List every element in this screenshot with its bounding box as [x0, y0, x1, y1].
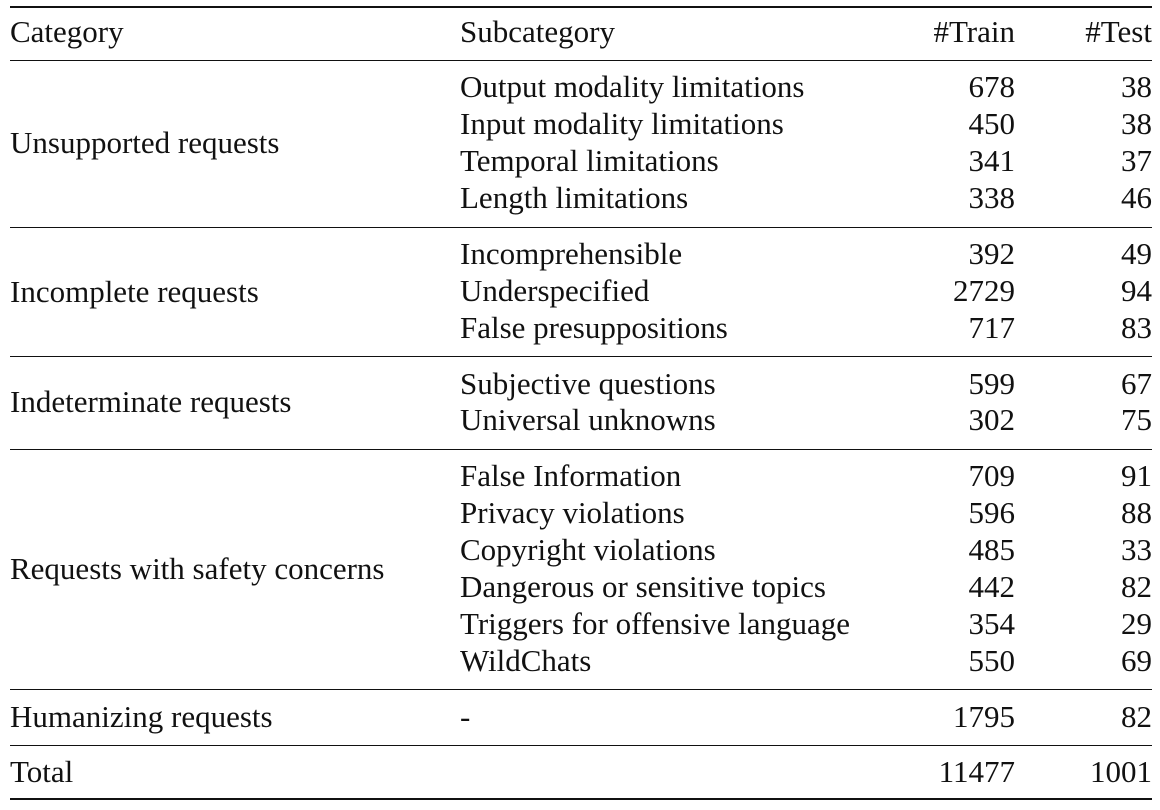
train-count: 709	[968, 458, 1015, 493]
header-category: Category	[10, 14, 124, 49]
subcategory-cell: Underspecified	[460, 273, 650, 308]
train-count: 450	[968, 106, 1015, 141]
category-label: Requests with safety concerns	[10, 551, 385, 586]
test-count: 88	[1121, 495, 1152, 530]
test-count: 46	[1121, 180, 1152, 215]
train-count: 485	[968, 532, 1015, 567]
test-count: 38	[1121, 106, 1152, 141]
subcategory-cell: -	[460, 699, 471, 734]
group-rule	[10, 449, 1152, 450]
test-count: 49	[1121, 236, 1152, 271]
subcategory-cell: False Information	[460, 458, 682, 493]
subcategory-cell: Output modality limitations	[460, 69, 805, 104]
train-count: 354	[968, 606, 1015, 641]
test-count: 33	[1121, 532, 1152, 567]
group-rule	[10, 689, 1152, 690]
bottom-rule	[10, 798, 1152, 800]
total-train: 11477	[938, 754, 1015, 789]
train-count: 392	[968, 236, 1015, 271]
category-label: Incomplete requests	[10, 274, 259, 309]
train-count: 442	[968, 569, 1015, 604]
test-count: 29	[1121, 606, 1152, 641]
subcategory-cell: Triggers for offensive language	[460, 606, 850, 641]
header-subcategory: Subcategory	[460, 14, 615, 49]
test-count: 75	[1121, 402, 1152, 437]
test-count: 38	[1121, 69, 1152, 104]
train-count: 596	[968, 495, 1015, 530]
test-count: 94	[1121, 273, 1152, 308]
train-count: 341	[968, 143, 1015, 178]
subcategory-cell: Privacy violations	[460, 495, 685, 530]
total-test: 1001	[1090, 754, 1152, 789]
test-count: 67	[1121, 366, 1152, 401]
test-count: 37	[1121, 143, 1152, 178]
test-count: 82	[1121, 699, 1152, 734]
group-rule	[10, 356, 1152, 357]
train-count: 1795	[953, 699, 1015, 734]
test-count: 69	[1121, 643, 1152, 678]
subcategory-cell: Universal unknowns	[460, 402, 716, 437]
subcategory-cell: Copyright violations	[460, 532, 716, 567]
header-rule	[10, 60, 1152, 61]
category-label: Humanizing requests	[10, 699, 273, 734]
category-label: Unsupported requests	[10, 125, 280, 160]
test-count: 82	[1121, 569, 1152, 604]
subcategory-cell: Incomprehensible	[460, 236, 683, 271]
subcategory-cell: Temporal limitations	[460, 143, 719, 178]
train-count: 717	[968, 310, 1015, 345]
subcategory-cell: Subjective questions	[460, 366, 716, 401]
subcategory-cell: Dangerous or sensitive topics	[460, 569, 826, 604]
category-label: Indeterminate requests	[10, 384, 292, 419]
subcategory-cell: Length limitations	[460, 180, 689, 215]
train-count: 302	[968, 402, 1015, 437]
header-train: #Train	[933, 14, 1015, 49]
test-count: 91	[1121, 458, 1152, 493]
test-count: 83	[1121, 310, 1152, 345]
train-count: 338	[968, 180, 1015, 215]
train-count: 599	[968, 366, 1015, 401]
header-test: #Test	[1085, 14, 1152, 49]
top-rule	[10, 6, 1152, 8]
train-count: 2729	[953, 273, 1015, 308]
subcategory-cell: False presuppositions	[460, 310, 728, 345]
total-label: Total	[10, 754, 74, 789]
group-rule	[10, 227, 1152, 228]
train-count: 550	[968, 643, 1015, 678]
train-count: 678	[968, 69, 1015, 104]
total-rule	[10, 745, 1152, 746]
subcategory-cell: WildChats	[460, 643, 592, 678]
subcategory-cell: Input modality limitations	[460, 106, 784, 141]
